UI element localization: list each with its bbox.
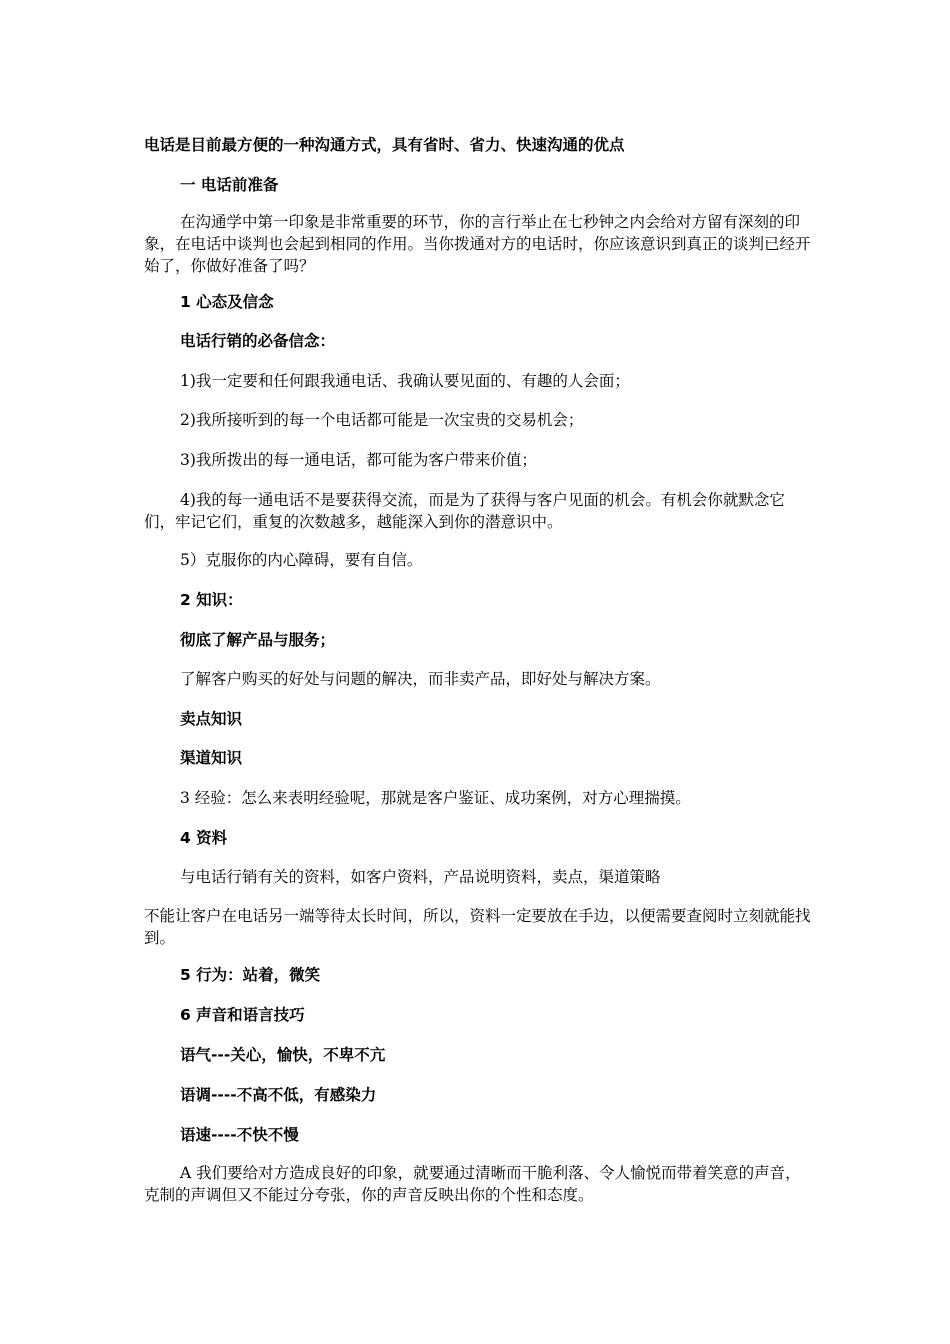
heading-voice: 6 声音和语言技巧 (180, 1006, 305, 1024)
knowledge-item-3: 卖点知识 (180, 710, 243, 728)
belief-item-3: 3)我所拨出的每一通电话，都可能为客户带来价值； (180, 451, 537, 469)
experience-paragraph: 3 经验：怎么来表明经验呢，那就是客户鉴证、成功案例，对方心理揣摸。 (180, 789, 691, 807)
materials-item-1: 与电话行销有关的资料，如客户资料，产品说明资料，卖点，渠道策略 (180, 868, 661, 886)
voice-item-tone: 语气---关心，愉快，不卑不亢 (180, 1046, 386, 1064)
heading-materials: 4 资料 (180, 829, 228, 847)
materials-item-2: 不能让客户在电话另一端等待太长时间，所以，资料一定要放在手边，以便需要查阅时立刻就能找到。 (144, 907, 811, 947)
knowledge-item-2: 了解客户购买的好处与问题的解决，而非卖产品，即好处与解决方案。 (180, 670, 661, 688)
voice-paragraph: A 我们要给对方造成良好的印象，就要通过清晰而干脆利落、令人愉悦而带着笑意的声音，克制的声调但又不能过分夸张，你的声音反映出你的个性和态度。 (144, 1164, 801, 1204)
heading-beliefs: 电话行销的必备信念： (180, 332, 336, 350)
heading-mindset: 1 心态及信念 (180, 293, 274, 311)
intro-paragraph: 在沟通学中第一印象是非常重要的环节，你的言行举止在七秒钟之内会给对方留有深刻的印象，在电话中谈判也会起到相同的作用。当你拨通对方的电话时，你应该意识到真正的谈判已经开始了，你做好准备了吗？ (144, 213, 811, 275)
document-title: 电话是目前最方便的一种沟通方式，具有省时、省力、快速沟通的优点 (144, 136, 625, 154)
voice-item-speed: 语速----不快不慢 (180, 1126, 299, 1144)
heading-knowledge: 2 知识： (180, 591, 243, 609)
belief-item-1: 1)我一定要和任何跟我通电话、我确认要见面的、有趣的人会面； (180, 372, 630, 390)
voice-item-pitch: 语调----不高不低，有感染力 (180, 1086, 377, 1104)
knowledge-item-1: 彻底了解产品与服务； (180, 631, 336, 649)
section-heading-preparation: 一 电话前准备 (180, 176, 279, 194)
knowledge-item-4: 渠道知识 (180, 749, 243, 767)
belief-item-5: 5）克服你的内心障碍，要有自信。 (180, 551, 423, 569)
heading-behavior: 5 行为：站着，微笑 (180, 966, 321, 984)
belief-item-4: 4)我的每一通电话不是要获得交流，而是为了获得与客户见面的机会。有机会你就默念它们，牢记它们，重复的次数越多，越能深入到你的潜意识中。 (144, 491, 785, 531)
belief-item-2: 2)我所接听到的每一个电话都可能是一次宝贵的交易机会； (180, 411, 584, 429)
